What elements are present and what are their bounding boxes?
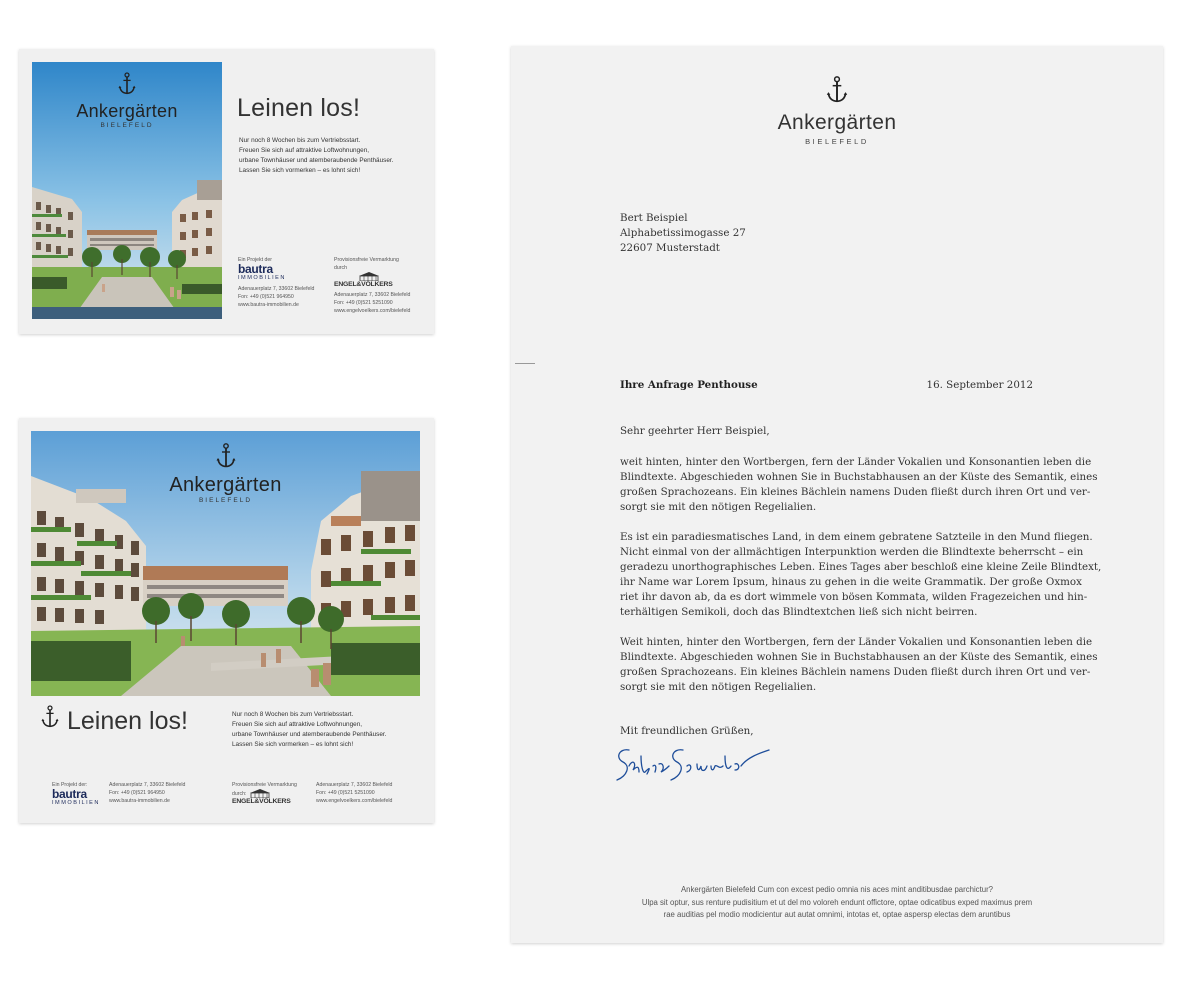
paragraph-3 xyxy=(620,635,1098,695)
project-label: Ein Projekt der: xyxy=(52,782,88,788)
ev-block xyxy=(334,256,410,315)
bautra-logo: bautra xyxy=(238,262,273,276)
logo-city: BIELEFELD xyxy=(100,122,154,129)
ev-house-icon xyxy=(358,272,380,281)
ad-body-line: urbane Townhäuser und atemberaubende Penthäuser. xyxy=(232,731,387,738)
logo-name: Ankergärten xyxy=(777,111,897,134)
recipient-name: Bert Beispiel xyxy=(620,212,688,224)
bautra-logo-sub: IMMOBILIEN xyxy=(52,800,100,806)
ev-house-icon xyxy=(249,789,271,798)
salutation: Sehr geehrter Herr Beispiel, xyxy=(620,425,770,437)
ad-headline: Leinen los! xyxy=(67,707,188,735)
ev-logo: ENGEL&VÖLKERS xyxy=(232,798,291,805)
ev-address: Adenauerplatz 7, 33602 Bielefeld xyxy=(334,292,411,298)
ev-label-durch: durch xyxy=(334,265,347,271)
signature xyxy=(611,736,771,786)
ad-body-line: Nur noch 8 Wochen bis zum Vertriebsstart. xyxy=(239,137,361,144)
letter-subject: Ihre Anfrage Penthouse xyxy=(620,379,758,391)
text-line: terhältigen Semikoli, doch das Blindtextchen ließ sich nicht beirren. xyxy=(620,606,978,618)
ad-body-line: Lassen Sie sich vormerken – es lohnt sich! xyxy=(239,167,361,174)
footer-line: Ankergärten Bielefeld Cum con excest pedio omnia nis aces mint anditibusdae parchictur? xyxy=(680,885,994,894)
ev-contact xyxy=(316,781,392,805)
text-line: sorgt sie mit den nötigen Regelialien. xyxy=(620,681,817,693)
bautra-web[interactable]: www.bautra-immobilien.de xyxy=(238,302,299,308)
logo-name: Ankergärten xyxy=(169,474,282,496)
ad-rendering-photo xyxy=(32,62,222,319)
letter-sheet xyxy=(511,46,1163,943)
bautra-phone: Fon: +49 (0)521 964950 xyxy=(109,790,165,796)
footer-line: rae auditias pel modio modicientur aut autat omnimi, intotas et, optae aspersp electas dem aruntibus xyxy=(663,910,1011,919)
ad-headline: Leinen los! xyxy=(237,94,361,122)
logo-name: Ankergärten xyxy=(76,101,178,121)
ev-label: Provisionsfreie Vermarktung xyxy=(232,782,297,788)
ev-address: Adenauerplatz 7, 33602 Bielefeld xyxy=(316,782,393,788)
ev-logo: ENGEL&VÖLKERS xyxy=(334,281,393,288)
bautra-block xyxy=(52,781,100,806)
text-line: großen Sprachozeans. Ein kleines Bächlein namens Duden fließt durch ihren Ort und ver- xyxy=(620,486,1091,498)
bautra-block xyxy=(238,256,314,309)
ev-block xyxy=(232,781,297,805)
ad-rendering-photo xyxy=(31,431,420,696)
bautra-address: Adenauerplatz 7, 33602 Bielefeld xyxy=(238,286,315,292)
ad-body-line: Nur noch 8 Wochen bis zum Vertriebsstart. xyxy=(232,711,354,718)
anchor-icon xyxy=(41,705,59,729)
ev-web[interactable]: www.engelvoelkers.com/bielefeld xyxy=(316,798,393,804)
paragraph-1 xyxy=(620,455,1098,515)
paragraph-2 xyxy=(620,530,1101,620)
ad-body-line: Freuen Sie sich auf attraktive Loftwohnungen, xyxy=(232,721,363,728)
anchor-icon xyxy=(216,443,236,469)
text-line: Weit hinten, hinter den Wortbergen, fern der Länder Vokalien und Konsonantien leben die xyxy=(620,636,1093,648)
ad-body xyxy=(239,136,424,176)
text-line: Es ist ein paradiesmatisches Land, in dem einem gebratene Satzteile in den Mund fliegen. xyxy=(620,531,1093,543)
logo-city: BIELEFELD xyxy=(198,497,253,504)
bautra-logo: bautra xyxy=(52,787,87,801)
ev-label: Provisionsfreie Vermarktung xyxy=(334,257,399,263)
anchor-icon xyxy=(118,72,136,96)
bautra-logo-sub: IMMOBILIEN xyxy=(238,275,286,281)
recipient-street: Alphabetissimogasse 27 xyxy=(620,227,746,239)
bautra-web[interactable]: www.bautra-immobilien.de xyxy=(109,798,170,804)
ad-card-landscape xyxy=(19,418,434,823)
letter-logo xyxy=(511,76,1163,146)
ad-body xyxy=(232,710,386,750)
text-line: Blindtexte. Abgeschieden wohnen Sie in Buchstabhausen an der Küste des Semantik, eines xyxy=(620,471,1098,483)
ad-card-portrait xyxy=(19,49,434,334)
ad-body-line: urbane Townhäuser und atemberaubende Penthäuser. xyxy=(239,157,394,164)
closing: Mit freundlichen Grüßen, xyxy=(620,725,754,737)
logo xyxy=(32,72,222,129)
logo-city: BIELEFELD xyxy=(805,137,869,146)
project-label: Ein Projekt der xyxy=(238,257,273,263)
ev-phone: Fon: +49 (0)521 5251090 xyxy=(316,790,375,796)
letter-date: 16. September 2012 xyxy=(926,379,1033,391)
text-line: sorgt sie mit den nötigen Regelialien. xyxy=(620,501,817,513)
ev-web[interactable]: www.engelvoelkers.com/bielefeld xyxy=(334,308,411,314)
text-line: großen Sprachozeans. Ein kleines Bächlein namens Duden fließt durch ihren Ort und ver- xyxy=(620,666,1091,678)
ev-phone: Fon: +49 (0)521 5251090 xyxy=(334,300,393,306)
text-line: weit hinten, hinter den Wortbergen, fern der Länder Vokalien und Konsonantien leben die xyxy=(620,456,1092,468)
fold-mark xyxy=(515,363,535,364)
letter-footer xyxy=(511,884,1163,922)
text-line: geradezu unorthographisches Leben. Eines Tages aber beschloß eine kleine Zeile Blindtext, xyxy=(620,561,1102,573)
recipient-city: 22607 Musterstadt xyxy=(620,242,720,254)
anchor-icon xyxy=(826,76,848,104)
bautra-phone: Fon: +49 (0)521 964950 xyxy=(238,294,294,300)
ad-body-line: Freuen Sie sich auf attraktive Loftwohnungen, xyxy=(239,147,370,154)
text-line: riet ihr davon ab, da es dort wimmele von bösen Kommata, wilden Fragezeichen und hin- xyxy=(620,591,1088,603)
recipient-address xyxy=(620,211,746,256)
logo xyxy=(31,443,420,504)
ad-body-line: Lassen Sie sich vormerken – es lohnt sich! xyxy=(232,741,354,748)
bautra-address: Adenauerplatz 7, 33602 Bielefeld xyxy=(109,782,186,788)
bautra-contact xyxy=(109,781,185,805)
text-line: Blindtexte. Abgeschieden wohnen Sie in Buchstabhausen an der Küste des Semantik, eines xyxy=(620,651,1098,663)
text-line: ihr Name war Lorem Ipsum, hinaus zu gehen in die weite Grammatik. Der große Oxmox xyxy=(620,576,1082,588)
text-line: Nicht einmal von der allmächtigen Interpunktion werden die Blindtexte beherrscht – ein xyxy=(620,546,1084,558)
ev-label-durch: durch: xyxy=(232,791,247,797)
footer-line: Ulpa sit optur, sus renture pudisitium et ut del mo voloreh endunt offictore, optae odicatibus exped maximus prem xyxy=(641,897,1033,907)
